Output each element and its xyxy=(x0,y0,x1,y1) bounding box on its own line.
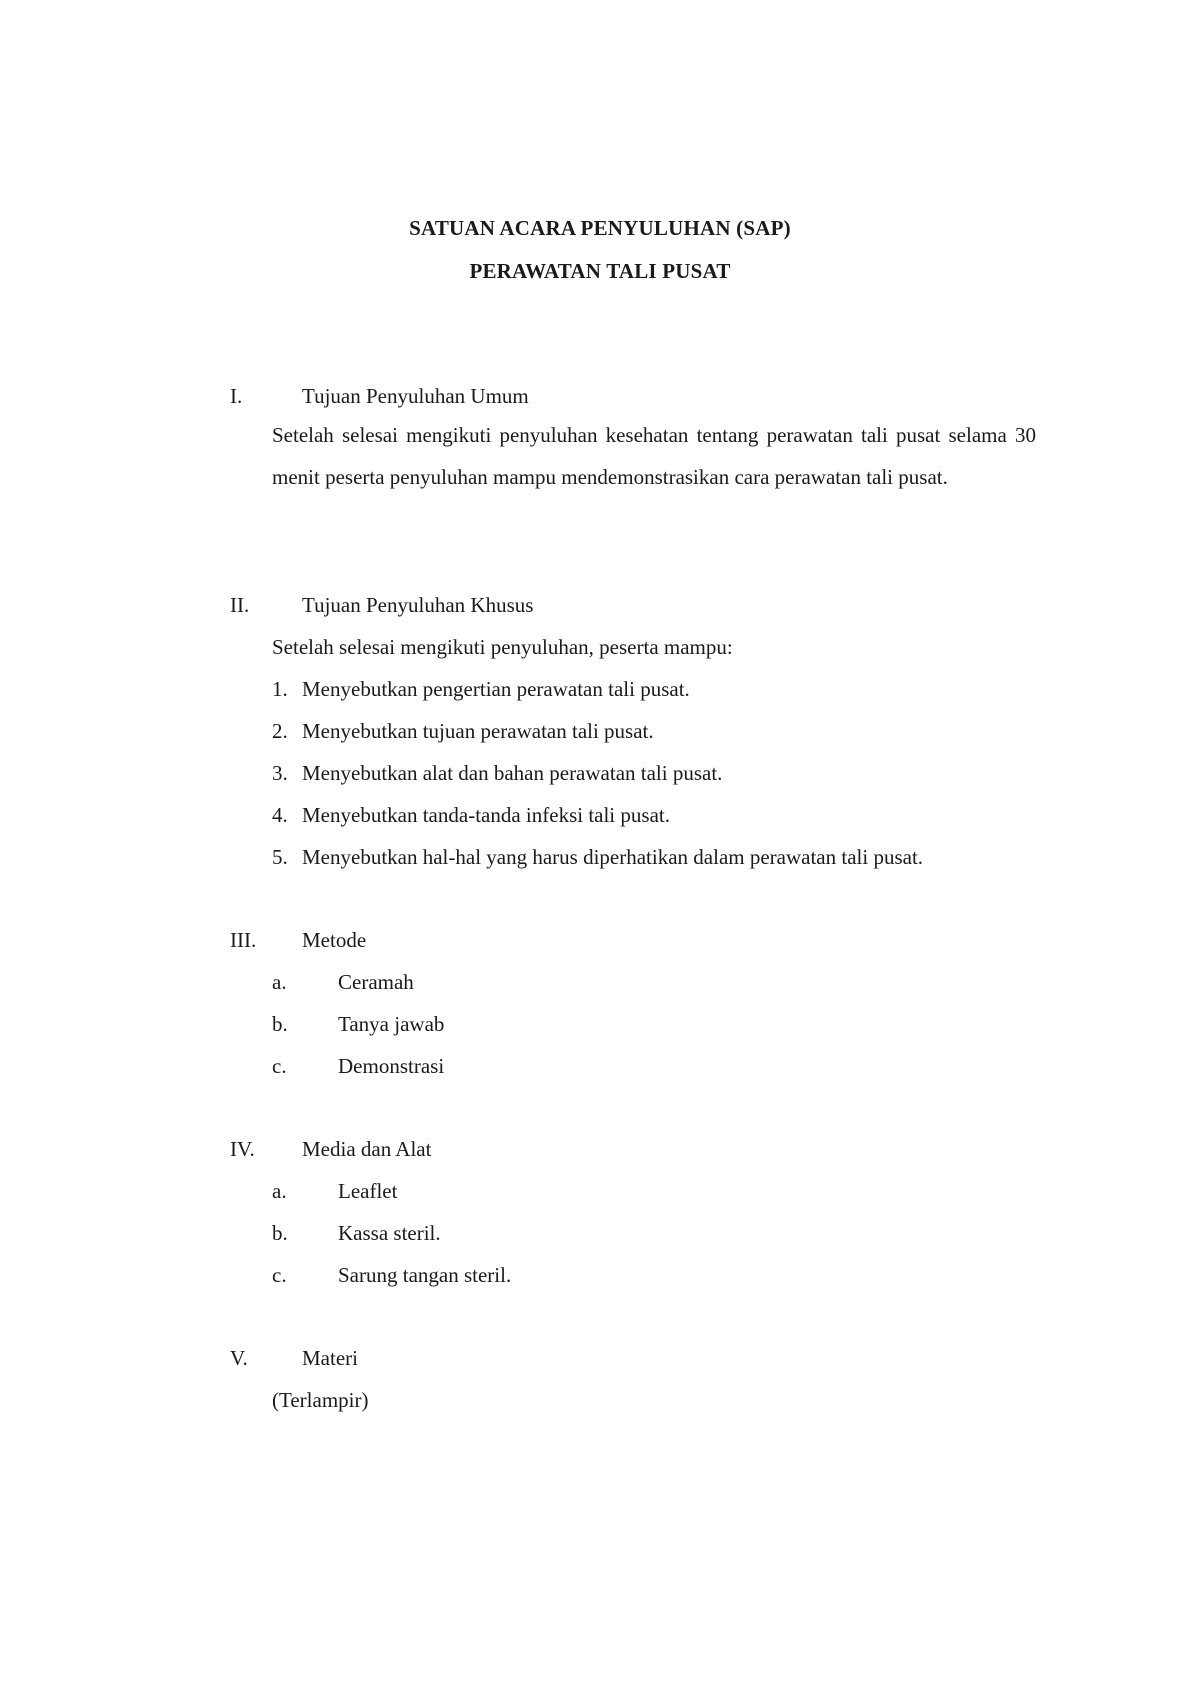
list-item: Kassa steril. xyxy=(338,1221,441,1245)
list-item-letter: a. xyxy=(272,970,287,994)
section-intro: Setelah selesai mengikuti penyuluhan, peserta mampu: xyxy=(272,635,733,659)
section-paragraph: Setelah selesai mengikuti penyuluhan kesehatan tentang perawatan tali pusat selama 30 menit peserta penyuluhan mampu mendemonstrasikan cara perawatan tali pusat. xyxy=(272,423,1036,489)
list-item-letter: c. xyxy=(272,1054,287,1078)
list-item: Menyebutkan tujuan perawatan tali pusat. xyxy=(302,719,654,743)
list-item: Menyebutkan alat dan bahan perawatan tali pusat. xyxy=(302,761,723,785)
list-item-number: 1. xyxy=(272,677,288,701)
section-title: Tujuan Penyuluhan Khusus xyxy=(302,593,534,617)
section-title: Media dan Alat xyxy=(302,1137,432,1161)
list-item: Menyebutkan hal-hal yang harus diperhatikan dalam perawatan tali pusat. xyxy=(302,845,924,869)
list-item-number: 5. xyxy=(272,845,288,869)
list-item-number: 2. xyxy=(272,719,288,743)
document-subtitle: PERAWATAN TALI PUSAT xyxy=(469,259,731,283)
list-item-letter: c. xyxy=(272,1263,287,1287)
list-item-number: 3. xyxy=(272,761,288,785)
section-number: I. xyxy=(230,384,243,408)
section-title: Materi xyxy=(302,1346,358,1370)
document-title: SATUAN ACARA PENYULUHAN (SAP) xyxy=(409,216,791,240)
list-item: Demonstrasi xyxy=(338,1054,445,1078)
list-item-letter: a. xyxy=(272,1179,287,1203)
list-item: Leaflet xyxy=(338,1179,398,1203)
list-item-number: 4. xyxy=(272,803,288,827)
list-item: Sarung tangan steril. xyxy=(338,1263,512,1287)
section-number: II. xyxy=(230,593,250,617)
section-note: (Terlampir) xyxy=(272,1388,369,1412)
section-number: IV. xyxy=(230,1137,255,1161)
list-item-letter: b. xyxy=(272,1012,288,1036)
list-item: Ceramah xyxy=(338,970,414,994)
section-title: Metode xyxy=(302,928,367,952)
list-item: Menyebutkan tanda-tanda infeksi tali pusat. xyxy=(302,803,670,827)
section-title: Tujuan Penyuluhan Umum xyxy=(302,384,529,408)
list-item: Tanya jawab xyxy=(338,1012,445,1036)
section-number: V. xyxy=(230,1346,248,1370)
list-item-letter: b. xyxy=(272,1221,288,1245)
list-item: Menyebutkan pengertian perawatan tali pusat. xyxy=(302,677,690,701)
section-number: III. xyxy=(230,928,257,952)
